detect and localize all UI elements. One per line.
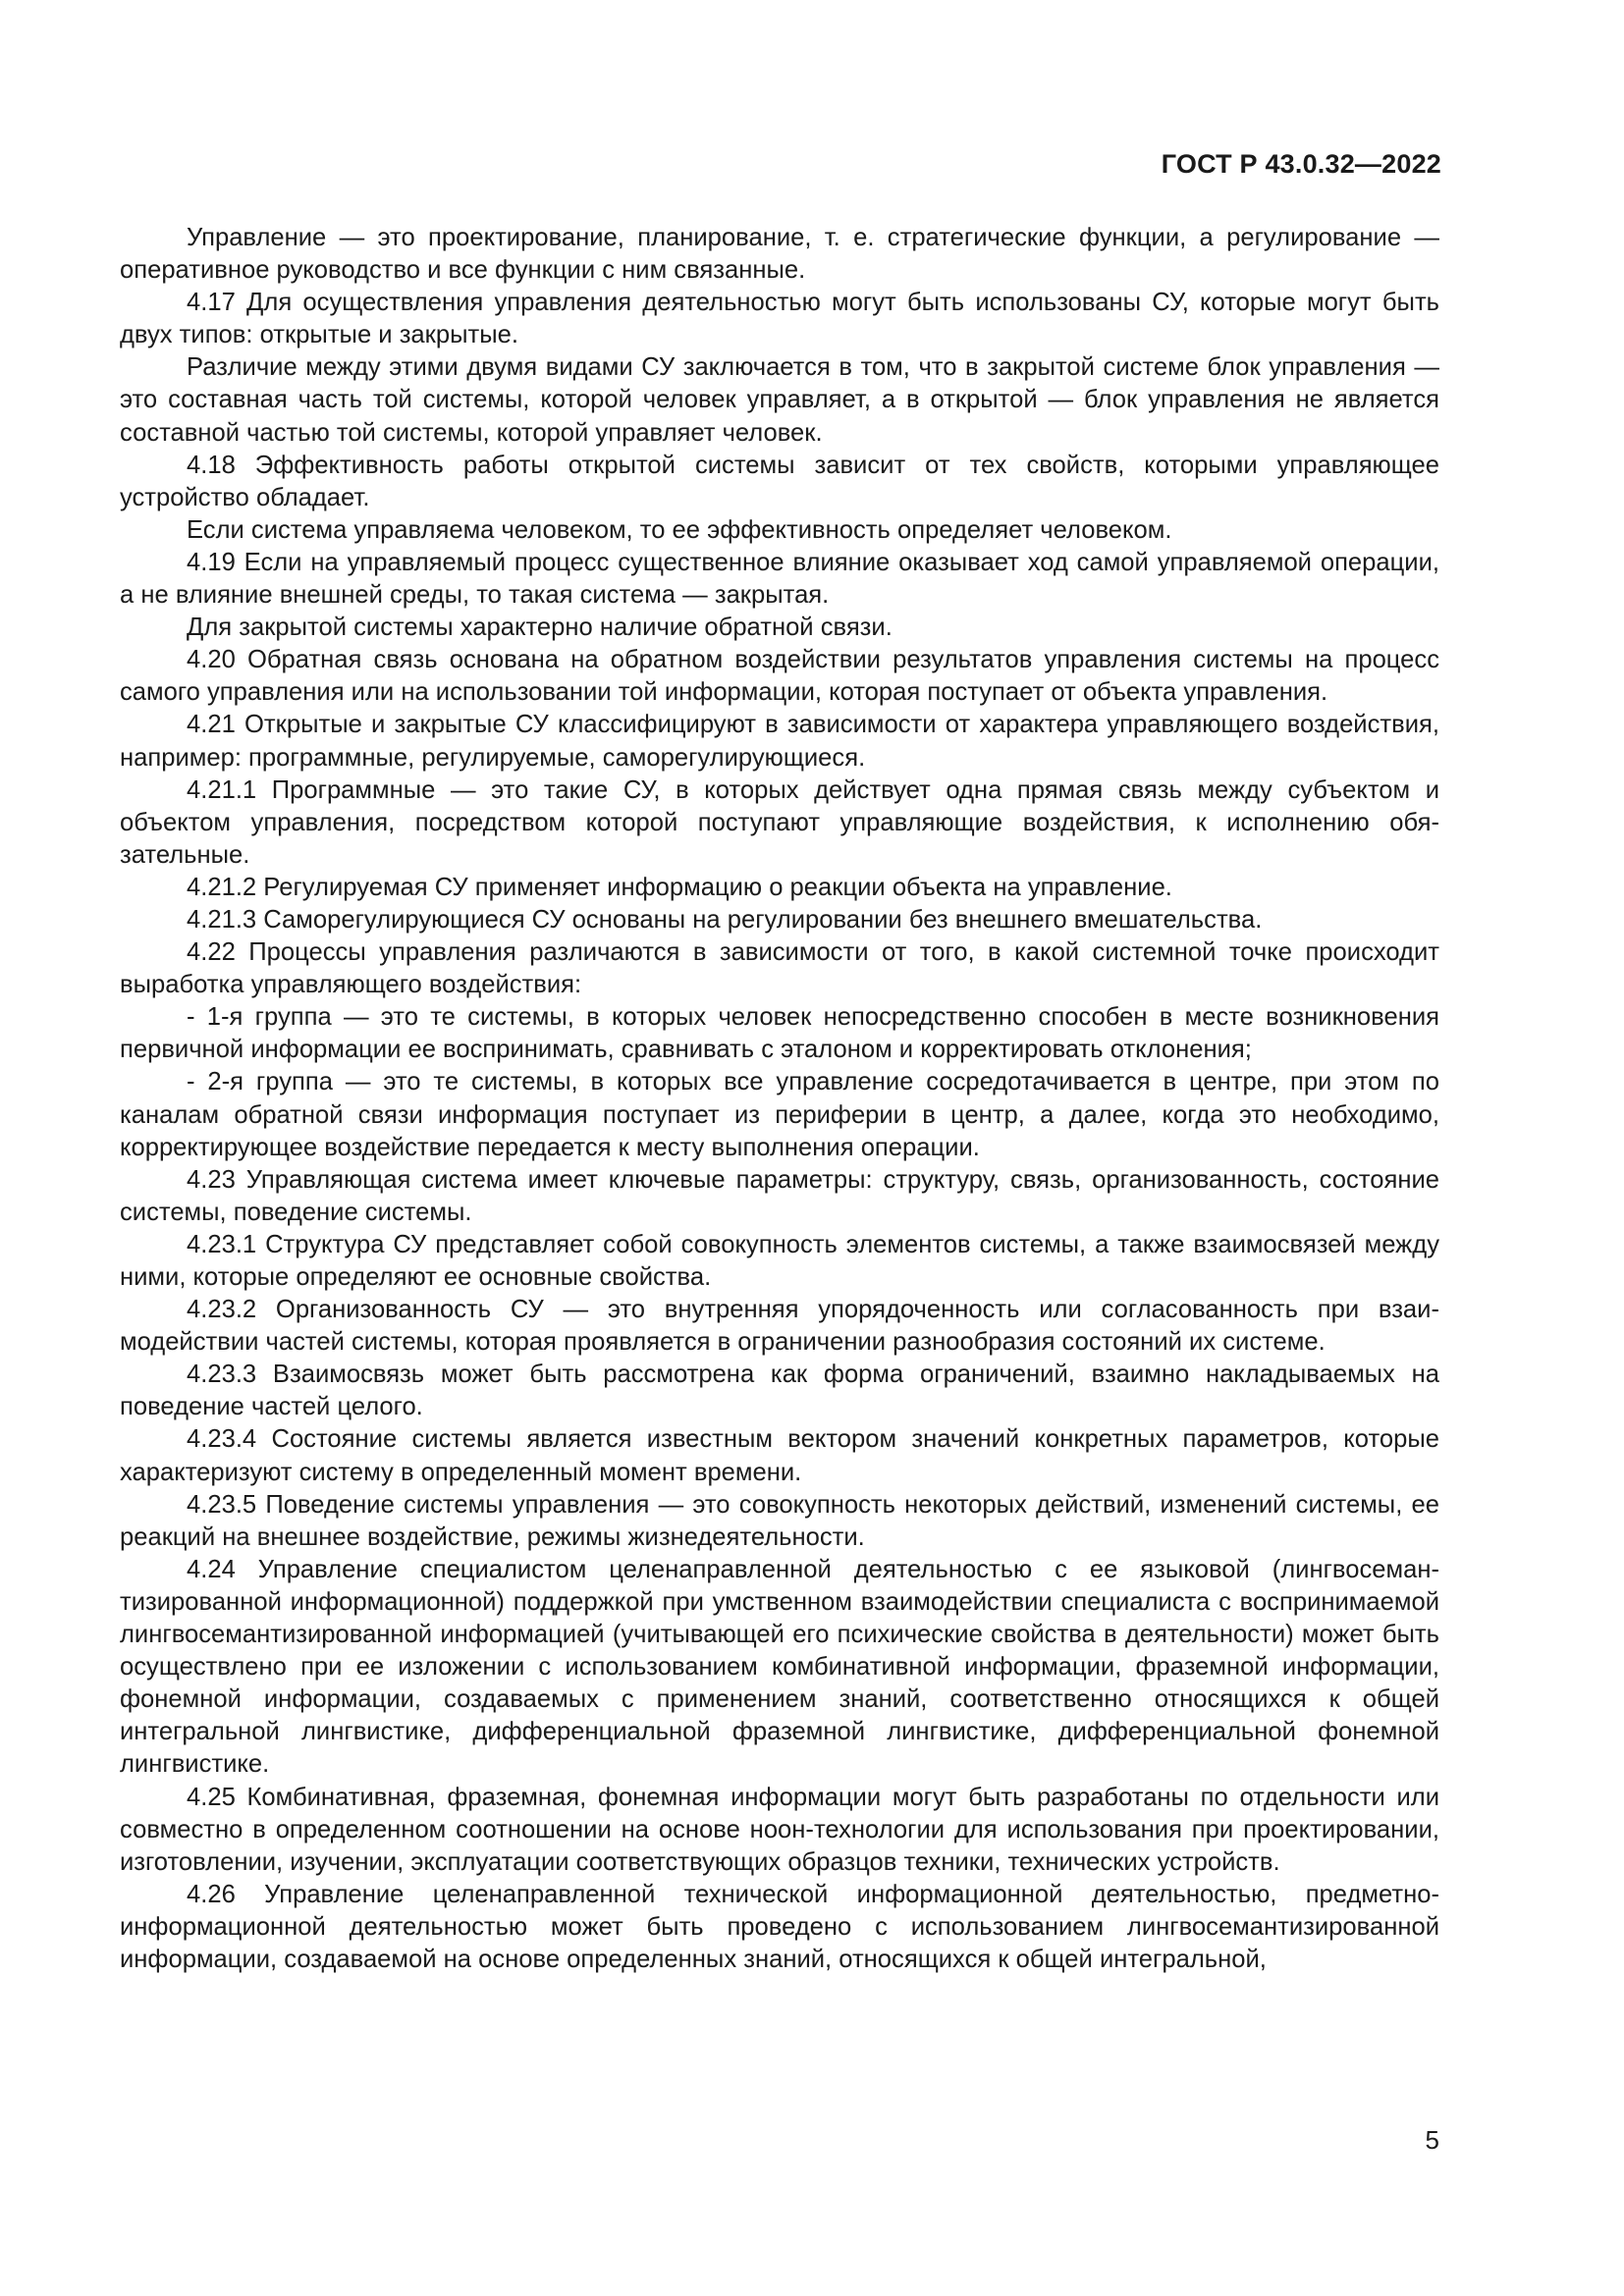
- paragraph: Для закрытой системы характерно наличие обратной связи.: [187, 614, 893, 642]
- paragraph: 4.18 Эффективность работы открытой системы зависит от тех свойств, которыми управляющее устройство обладает.: [120, 451, 1439, 511]
- paragraph: 4.25 Комбинативная, фраземная, фонемная информации могут быть разработаны по отдельности или совместно в определенном соотношении на основе ноон-технологии для использования при проектировании, изготовлении, изучении, эксплуатации соответствующих образцов техники, технических устройств.: [120, 1783, 1439, 1876]
- paragraph: Управление — это проектирование, планирование, т. е. стратегические функции, а регулирование — оперативное руководство и все функции с ним связанные.: [120, 224, 1439, 285]
- paragraph: 4.23.3 Взаимосвязь может быть рассмотрена как форма ограничений, взаимно накладываемых на поведение частей целого.: [120, 1361, 1439, 1421]
- paragraph: 4.23.5 Поведение системы управления — это совокупность некоторых действий, изменений системы, ее реакций на внешнее воздействие, режимы жизнедеятельности.: [120, 1490, 1439, 1551]
- page-number: 5: [1425, 2125, 1439, 2155]
- paragraph: 4.19 Если на управляемый процесс существенное влияние оказывает ход самой управляемой операции, а не влияние внешней среды, то такая система — закрытая.: [120, 548, 1439, 610]
- paragraph: 4.22 Процессы управления различаются в зависимости от того, в какой системной точке происходит выработка управляющего воздействия:: [120, 938, 1439, 999]
- list-item: - 2-я группа — это те системы, в которых все управление сосредотачивается в центре, при этом по каналам обратной связи информация поступает из периферии в центр, а далее, когда это необходимо, корректирующее воздействие передается к месту выполнения операции.: [120, 1068, 1439, 1161]
- paragraph: 4.21.2 Регулируемая СУ применяет информацию о реакции объекта на управление.: [187, 873, 1172, 901]
- paragraph: 4.26 Управление целенаправленной технической информационной деятельностью, предметно-информационной деятельностью может быть проведено с использованием лингвосемантизированной информации, создаваемой на основе определенных знаний, относящихся к общей интегральной,: [120, 1880, 1439, 1973]
- paragraph: 4.24 Управление специалистом целенаправленной деятельностью с ее языковой (лингвосемантизированной информационной) поддержкой при умственном взаимодействии специалиста с воспринимаемой лингвосемантизированной информацией (учитывающей его психические свойства в деятельности) может быть осуществлено при ее изложении с использованием комбинативной информации, фраземной информации, фонемной информации, создаваемых с применением знаний, соответственно относящихся к общей интегральной лингвистике, дифференциальной фраземной лингвистике, дифференциальной фонемной лингвистике.: [120, 1555, 1439, 1779]
- paragraph: 4.21.1 Программные — это такие СУ, в которых действует одна прямая связь между субъектом и объектом управления, посредством которой поступают управляющие воздействия, к исполнению обязательные.: [120, 775, 1439, 869]
- list-item: - 1-я группа — это те системы, в которых человек непосредственно способен в месте возникновения первичной информации ее воспринимать, сравнивать с эталоном и корректировать отклонения;: [120, 1003, 1439, 1064]
- paragraph: Если система управляема человеком, то ее эффективность определяет человеком.: [187, 515, 1172, 544]
- paragraph: 4.23 Управляющая система имеет ключевые параметры: структуру, связь, организованность, состояние системы, поведение системы.: [120, 1165, 1439, 1226]
- paragraph: 4.21 Открытые и закрытые СУ классифицируют в зависимости от характера управляющего воздействия, например: программные, регулируемые, саморегулирующиеся.: [120, 711, 1439, 772]
- paragraph: 4.20 Обратная связь основана на обратном воздействии результатов управления системы на процесс самого управления или на использовании той информации, которая поступает от объекта управления.: [120, 646, 1439, 707]
- paragraph: 4.23.4 Состояние системы является известным вектором значений конкретных параметров, которые характеризуют систему в определенный момент времени.: [120, 1425, 1439, 1486]
- paragraph: 4.23.1 Структура СУ представляет собой совокупность элементов системы, а также взаимосвязей между ними, которые определяют ее основные свойства.: [120, 1230, 1439, 1291]
- paragraph: 4.23.2 Организованность СУ — это внутренняя упорядоченность или согласованность при взаимодействии частей системы, которая проявляется в ограничении разнообразия состояний их системе.: [120, 1296, 1439, 1357]
- body-text: [120, 222, 1439, 1976]
- paragraph: 4.21.3 Саморегулирующиеся СУ основаны на регулировании без внешнего вмешательства.: [187, 905, 1263, 934]
- document-code-header: ГОСТ Р 43.0.32—2022: [1161, 149, 1441, 179]
- paragraph: 4.17 Для осуществления управления деятельностью могут быть использованы СУ, которые могут быть двух типов: открытые и закрытые.: [120, 289, 1439, 349]
- paragraph: Различие между этими двумя видами СУ заключается в том, что в закрытой системе блок управления — это составная часть той системы, которой человек управляет, а в открытой — блок управления не является составной частью той системы, которой управляет человек.: [120, 353, 1439, 447]
